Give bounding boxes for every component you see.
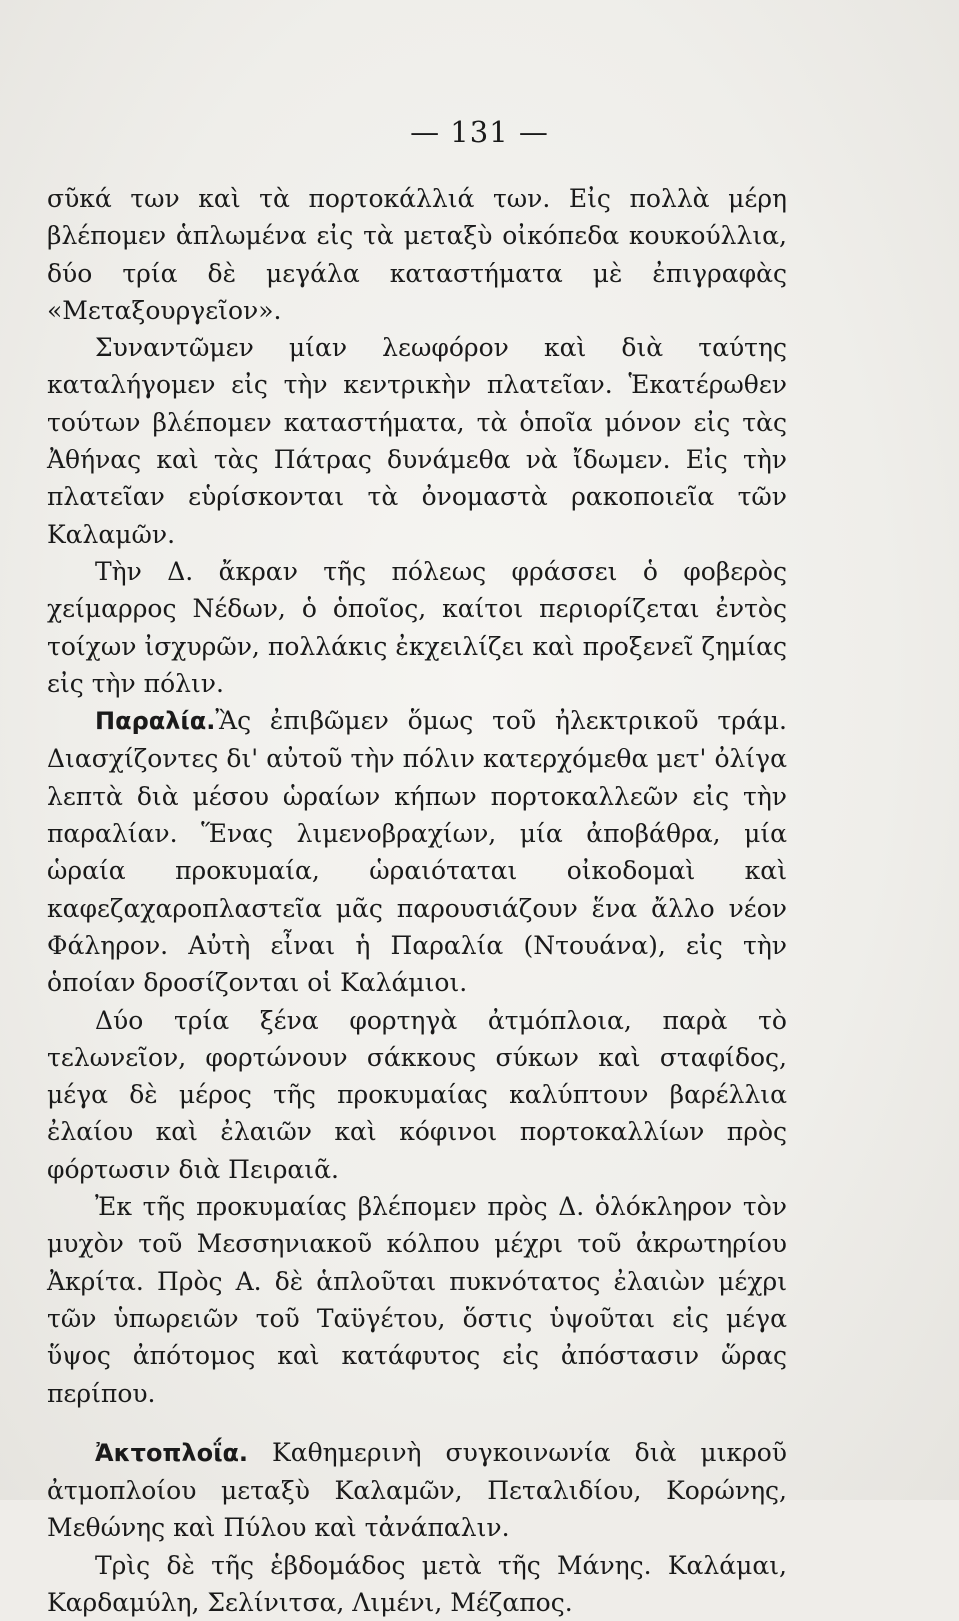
paragraph <box>47 553 787 702</box>
paragraph-text: Τὴν Δ. ἄκραν τῆς πόλεως φράσσει ὁ φοβερὸς χείμαρρος Νέδων, ὁ ὁποῖος, καίτοι περιορίζεται ἐντὸς τοίχων ἰσχυρῶν, πολλάκις ἐκχειλίζει καὶ προξενεῖ ζημίας εἰς τὴν πόλιν. <box>47 556 787 698</box>
paragraph <box>47 1188 787 1412</box>
paragraph-text: Συναντῶμεν μίαν λεωφόρον καὶ διὰ ταύτης καταλήγομεν εἰς τὴν κεντρικὴν πλατεῖαν. Ἑκατέρωθεν τούτων βλέπομεν καταστήματα, τὰ ὁποῖα μόνον εἰς τὰς Ἀθήνας καὶ τὰς Πάτρας δυνάμεθα νὰ ἴδωμεν. Εἰς τὴν πλατεῖαν εὑρίσκονται τὰ ὀνομαστὰ ρακοποιεῖα τῶν Καλαμῶν. <box>47 333 787 549</box>
page-number: — 131 — <box>410 115 549 149</box>
paragraph <box>47 1547 787 1621</box>
paragraph-text: Ἂς ἐπιβῶμεν ὅμως τοῦ ἠλεκτρικοῦ τράμ. Διασχίζοντες δι' αὐτοῦ τὴν πόλιν κατερχόμεθα μετ' ὀλίγα λεπτὰ διὰ μέσου ὡραίων κήπων πορτοκαλλεῶν εἰς τὴν παραλίαν. Ἕνας λιμενοβραχίων, μία ἀποβάθρα, μία ὡραία προκυμαία, ὡραιόταται οἰκοδομαὶ καὶ καφεζαχαροπλαστεῖα μᾶς παρουσιάζουν ἕνα ἄλλο νέον Φάληρον. Αὐτὴ εἶναι ἡ Παραλία (Ντουάνα), εἰς τὴν ὁποίαν δροσίζονται οἱ Καλάμιοι. <box>47 706 787 998</box>
paragraph-paralia <box>47 702 787 1001</box>
paragraph-text: σῦκά των καὶ τὰ πορτοκάλλιά των. Εἰς πολλὰ μέρη βλέπομεν ἁπλωμένα εἰς τὰ μεταξὺ οἰκόπεδα κουκούλλια, δύο τρία δὲ μεγάλα καταστήματα μὲ ἐπιγραφὰς «Μεταξουργεῖον». <box>47 184 787 325</box>
section-heading-aktoploia: Ἀκτοπλοΐα. <box>95 1438 249 1467</box>
body-text <box>47 180 787 1621</box>
section-heading-paralia: Παραλία. <box>95 707 216 736</box>
paragraph <box>47 329 787 553</box>
paragraph-text: Δύο τρία ξένα φορτηγὰ ἀτμόπλοια, παρὰ τὸ τελωνεῖον, φορτώνουν σάκκους σύκων καὶ σταφίδος, μέγα δὲ μέρος τῆς προκυμαίας καλύπτουν βαρέλλια ἐλαίου καὶ ἐλαιῶν καὶ κόφινοι πορτοκαλλίων πρὸς φόρτωσιν διὰ Πειραιᾶ. <box>47 1005 787 1184</box>
paragraph-text: Καθημερινὴ συγκοινωνία διὰ μικροῦ ἀτμοπλοίου μεταξὺ Καλαμῶν, Πεταλιδίου, Κορώνης, Μεθώνης καὶ Πύλου καὶ τἀνάπαλιν. <box>47 1437 787 1543</box>
paragraph <box>47 1002 787 1188</box>
paragraph-text: Τρὶς δὲ τῆς ἑβδομάδος μετὰ τῆς Μάνης. Καλάμαι, Καρδαμύλη, Σελίνιτσα, Λιμένι, Μέζαπος. <box>47 1550 787 1617</box>
paragraph-text: Ἐκ τῆς προκυμαίας βλέπομεν πρὸς Δ. ὁλόκληρον τὸν μυχὸν τοῦ Μεσσηνιακοῦ κόλπου μέχρι τοῦ ἀκρωτηρίου Ἀκρίτα. Πρὸς Α. δὲ ἁπλοῦται πυκνότατος ἐλαιὼν μέχρι τῶν ὑπωρειῶν τοῦ Ταϋγέτου, ὅστις ὑψοῦται εἰς μέγα ὕψος ἀπότομος καὶ κατάφυτος εἰς ἀπόστασιν ὥρας περίπου. <box>47 1192 787 1408</box>
paragraph-continued <box>47 180 787 329</box>
paragraph-aktoploia <box>47 1434 787 1547</box>
